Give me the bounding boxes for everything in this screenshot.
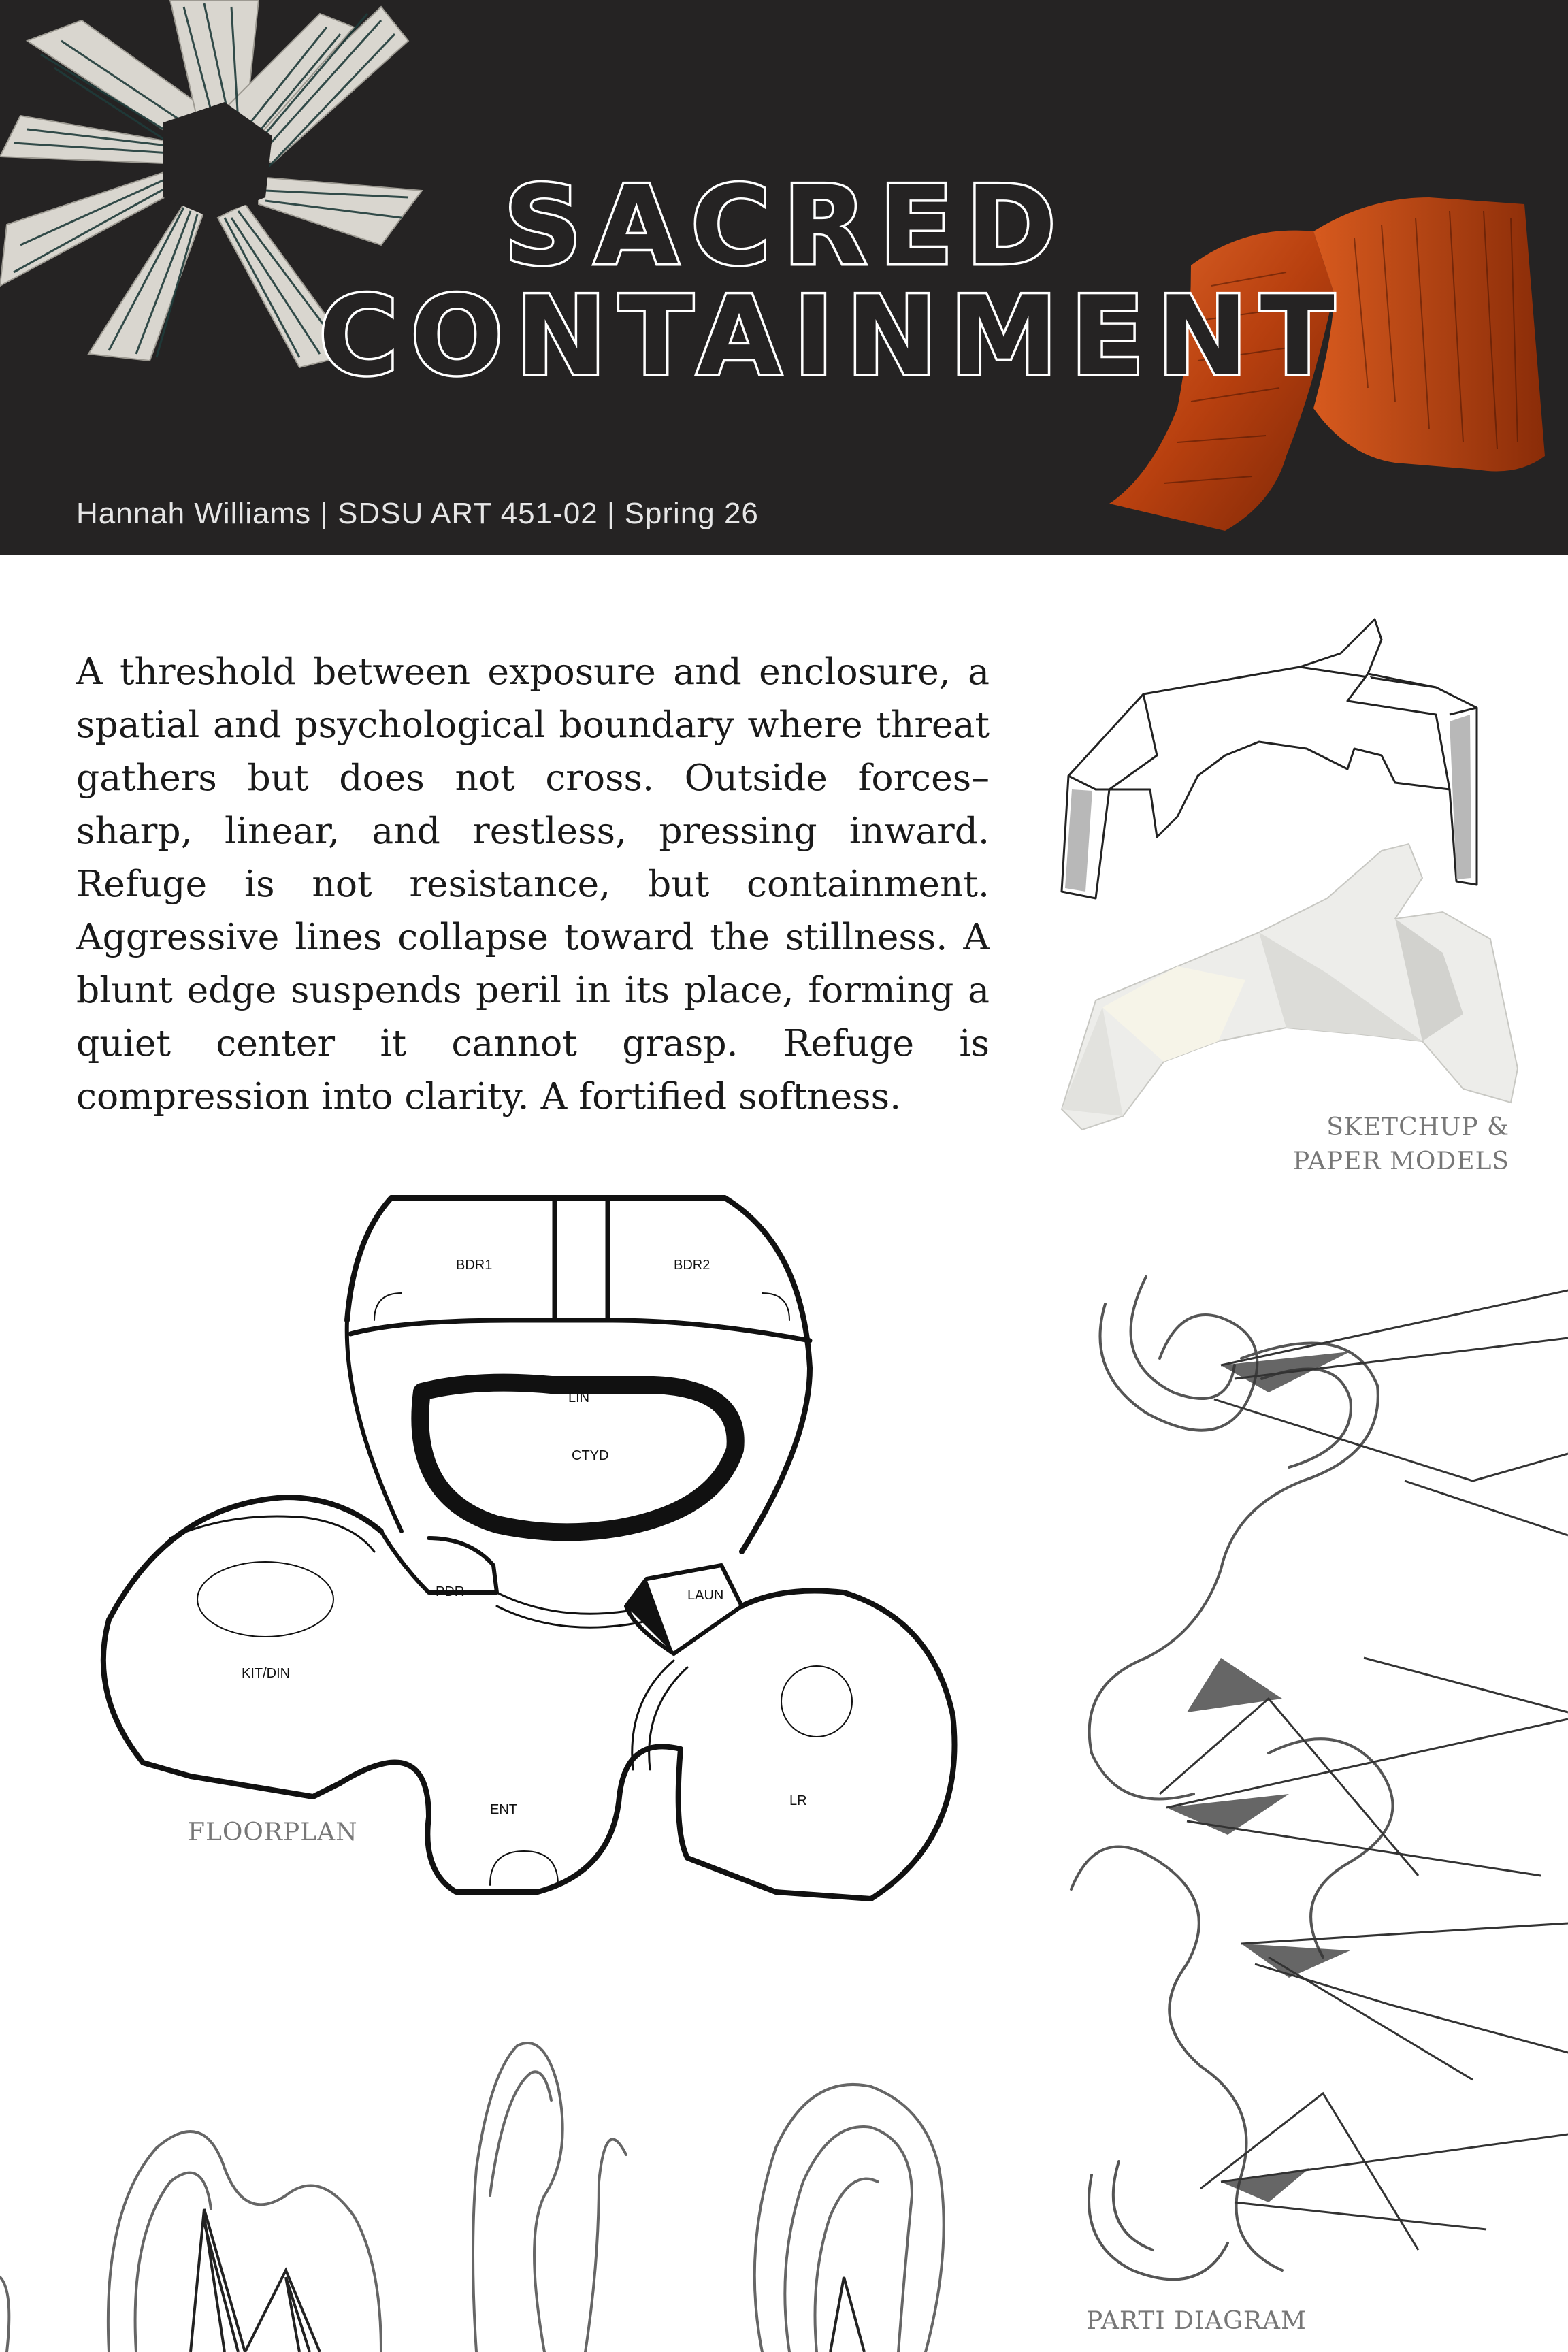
title-line-1: SACRED: [504, 162, 1068, 289]
paper-model-photo: [1041, 837, 1518, 1157]
floorplan-caption: FLOORPLAN: [188, 1818, 358, 1846]
room-label-pdr: PDR: [436, 1584, 465, 1599]
room-label-laun: LAUN: [687, 1588, 724, 1603]
parti-diagram-drawing: [1064, 1277, 1568, 2352]
byline: Hannah Williams | SDSU ART 451-02 | Spring 26: [76, 497, 759, 530]
models-caption: [1293, 1111, 1509, 1179]
models-caption-line1: SKETCHUP &: [1326, 1113, 1510, 1141]
room-label-kitdin: KIT/DIN: [242, 1666, 291, 1681]
parti-caption: PARTI DIAGRAM: [1086, 2307, 1307, 2335]
bottom-sketch-drawing: [0, 1991, 966, 2352]
models-caption-line2: PAPER MODELS: [1293, 1147, 1510, 1175]
floorplan-drawing: [88, 1184, 973, 1899]
artist-statement: A threshold between exposure and enclosure, a spatial and psychological boundary where threat gathers but does not cross. Outside forces–sharp, linear, and restless, pressing inward. Refuge is not resistance, but containment. Aggressive lines collapse toward the stillness. A blunt edge suspends peril in its place, forming a quiet center it cannot grasp. Refuge is compression into clarity. A fortified softness.: [76, 650, 990, 1117]
room-label-bdr2: BDR2: [674, 1258, 710, 1273]
room-label-lin: LIN: [568, 1390, 590, 1405]
room-label-lr: LR: [789, 1793, 807, 1808]
room-label-ent: ENT: [490, 1802, 517, 1817]
room-label-ctyd: CTYD: [572, 1448, 609, 1463]
room-label-bdr1: BDR1: [456, 1258, 493, 1273]
title-line-2: CONTAINMENT: [318, 272, 1347, 399]
header-banner: [0, 0, 1568, 555]
